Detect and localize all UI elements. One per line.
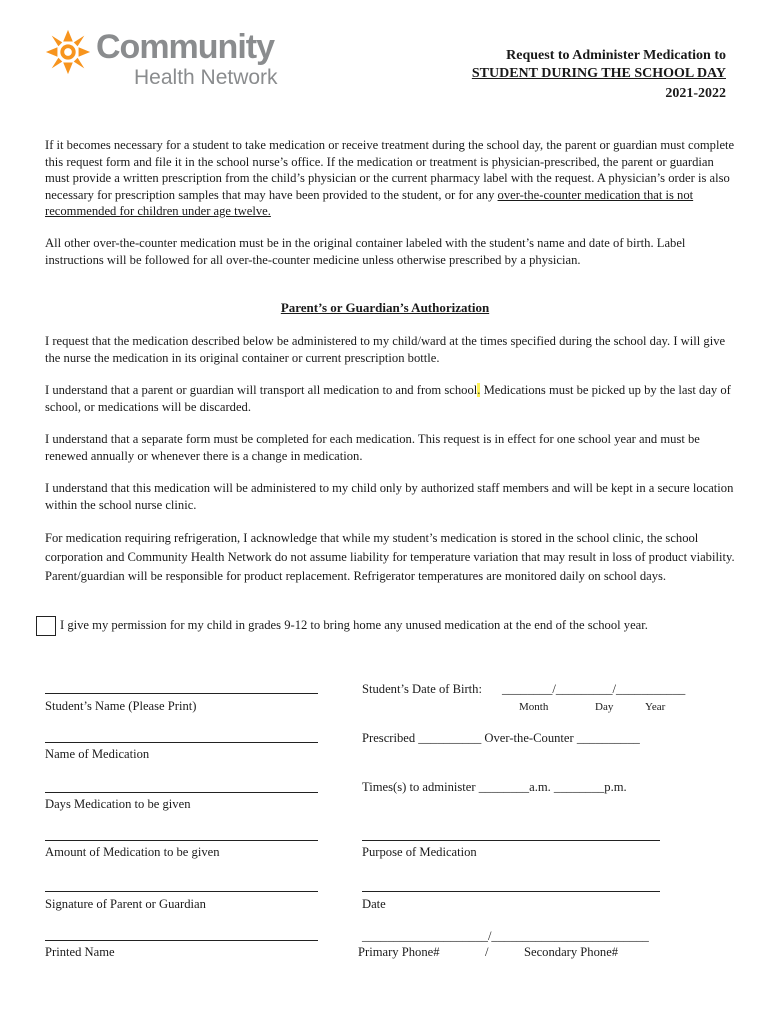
signature-label: Signature of Parent or Guardian [45, 897, 206, 911]
days-given-label: Days Medication to be given [45, 797, 191, 811]
dob-month-label: Month [519, 701, 549, 713]
medication-name-label: Name of Medication [45, 747, 150, 761]
pickup-text: Medications must be picked up by the last day of school, or medications will be discarded. [45, 383, 731, 414]
amount-label: Amount of Medication to be given [45, 845, 220, 859]
purpose-line[interactable] [362, 840, 660, 841]
student-name-label: Student’s Name (Please Print) [45, 699, 197, 713]
form-subtitle: STUDENT DURING THE SCHOOL DAY [471, 66, 726, 81]
days-given-line[interactable] [45, 792, 318, 793]
purpose-label: Purpose of Medication [362, 845, 477, 859]
intro-paragraph-2: All other over-the-counter medication must be in the original container labeled with the student’s name and date of birth. Label instructions will be followed for all over-the-counter medicine unless otherwise prescribed by a physician. [45, 236, 686, 267]
date-label: Date [362, 897, 386, 911]
refrigeration-paragraph: For medication requiring refrigeration, I acknowledge that while my student’s medication is stored in the school clinic, the school corporation and Community Health Network do not assume liability for temperature variation that may result in loss of product viability. Parent/guardian will be responsible for product replacement. Refrigerator temperatures are monitored daily on school days. [45, 531, 735, 583]
administer-times-field[interactable]: Times(s) to administer ________a.m. ________p.m. [362, 780, 627, 794]
student-name-line[interactable] [45, 693, 318, 694]
highlighted-period: . [477, 383, 481, 397]
medication-name-line[interactable] [45, 742, 318, 743]
authorization-paragraph-1: I request that the medication described below be administered to my child/ward at the times specified during the school day. I will give the nurse the medication in its original container or current prescription bottle. [45, 334, 726, 365]
primary-phone-label: Primary Phone# [358, 945, 440, 959]
authorization-paragraph-4: I understand that this medication will be administered to my child only by authorized staff members and will be kept in a secure location within the school nurse clinic. [45, 481, 734, 512]
dob-day-label: Day [595, 701, 614, 713]
dob-field[interactable]: ________/_________/___________ [502, 682, 686, 696]
date-line[interactable] [362, 891, 660, 892]
signature-line[interactable] [45, 891, 318, 892]
phone-separator: / [485, 945, 489, 959]
logo-text-health-network: Health Network [134, 66, 278, 89]
dob-label: Student’s Date of Birth: [362, 682, 482, 696]
secondary-phone-label: Secondary Phone# [524, 945, 619, 959]
prescribed-otc-field[interactable]: Prescribed __________ Over-the-Counter __________ [362, 731, 640, 745]
permission-checkbox-label: I give my permission for my child in grades 9-12 to bring home any unused medication at the end of the school year. [60, 618, 648, 632]
intro-paragraph-1 [45, 137, 735, 220]
grades-9-12-permission-checkbox[interactable] [36, 616, 56, 636]
intro-text: If it becomes necessary for a student to take medication or receive treatment during the school day, the parent or guardian must complete this request form and file it in the school nurse’s office. If the medication or treatment is physician-prescribed, the parent or guardian must provide a written prescription from the child’s physician or the current pharmacy label with the request. A physician’s order is also necessary for prescription samples that may have been provided to the student, or for any [45, 138, 735, 202]
logo-text-community: Community [96, 28, 274, 66]
authorization-paragraph-3: I understand that a separate form must be completed for each medication. This request is in effect for one school year and must be renewed annually or whenever there is a change in medication. [45, 432, 700, 463]
phone-field[interactable]: ____________________/_________________________ [362, 929, 649, 943]
amount-line[interactable] [45, 840, 318, 841]
form-title: Request to Administer Medication to [506, 48, 726, 63]
school-year: 2021-2022 [665, 86, 726, 101]
transport-text: I understand that a parent or guardian will transport all medication to and from school [45, 383, 478, 397]
printed-name-label: Printed Name [45, 945, 115, 959]
dob-year-label: Year [645, 701, 666, 713]
authorization-paragraph-2 [45, 382, 735, 415]
intro-underlined-text: over-the-counter medication that is not recommended for children under age twelve. [45, 187, 694, 218]
authorization-title: Parent’s or Guardian’s Authorization [280, 300, 490, 315]
printed-name-line[interactable] [45, 940, 318, 941]
community-health-network-logo-icon [44, 28, 92, 76]
